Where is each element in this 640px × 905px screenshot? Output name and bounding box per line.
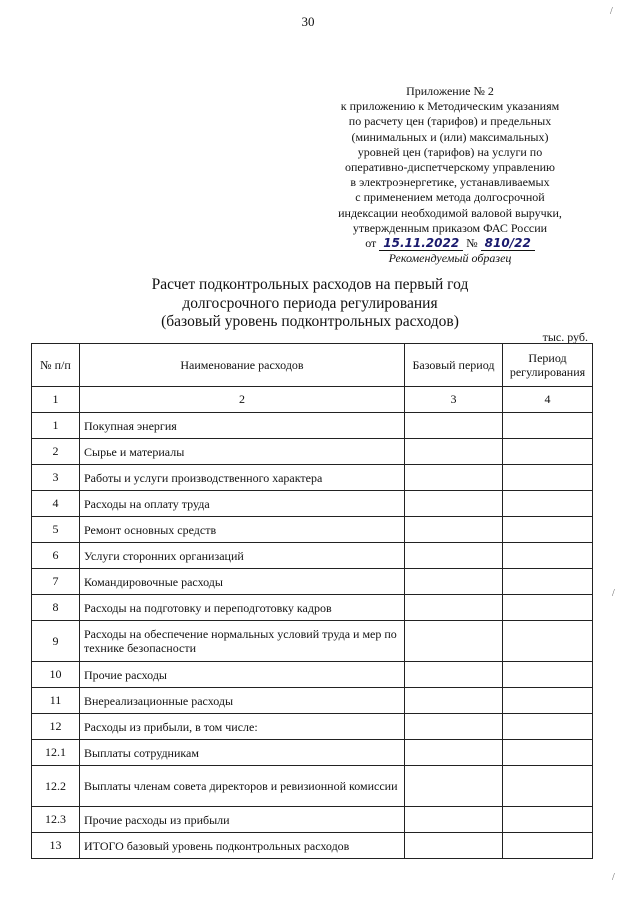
header-regulation-period: Период регулирования	[503, 344, 593, 387]
row-number: 12.2	[32, 766, 80, 807]
row-number: 4	[32, 491, 80, 517]
row-number: 8	[32, 595, 80, 621]
column-number: 4	[503, 387, 593, 413]
table-row	[32, 543, 593, 569]
appendix-line: в электроэнергетике, устанавливаемых	[350, 175, 550, 190]
scan-mark: /	[610, 6, 613, 17]
sample-note: Рекомендуемый образец	[388, 251, 512, 266]
expense-name: ИТОГО базовый уровень подконтрольных расходов	[80, 833, 405, 859]
regulation-period-cell	[503, 595, 593, 621]
header-base-period: Базовый период	[405, 344, 503, 387]
regulation-period-cell	[503, 439, 593, 465]
table-row	[32, 595, 593, 621]
table-row	[32, 833, 593, 859]
scan-mark: /	[612, 872, 615, 883]
row-number: 13	[32, 833, 80, 859]
scan-mark: /	[612, 588, 615, 599]
regulation-period-cell	[503, 740, 593, 766]
appendix-line: уровней цен (тарифов) на услуги по	[357, 144, 543, 159]
table-row	[32, 662, 593, 688]
row-number: 9	[32, 621, 80, 662]
table-row	[32, 413, 593, 439]
base-period-cell	[405, 517, 503, 543]
header-num: № п/п	[32, 344, 80, 387]
base-period-cell	[405, 439, 503, 465]
units-label: тыс. руб.	[542, 330, 588, 344]
regulation-period-cell	[503, 766, 593, 807]
expense-name: Расходы на подготовку и переподготовку кадров	[80, 595, 405, 621]
regulation-period-cell	[503, 517, 593, 543]
expense-name: Прочие расходы	[80, 662, 405, 688]
header-name: Наименование расходов	[80, 344, 405, 387]
base-period-cell	[405, 595, 503, 621]
table-row	[32, 740, 593, 766]
appendix-header	[300, 84, 600, 266]
appendix-line: с применением метода долгосрочной	[355, 190, 545, 205]
expense-name: Расходы на оплату труда	[80, 491, 405, 517]
appendix-line: к приложению к Методическим указаниям	[340, 99, 560, 114]
regulation-period-cell	[503, 543, 593, 569]
table-row	[32, 491, 593, 517]
appendix-line: (минимальных и (или) максимальных)	[351, 129, 549, 144]
table-row	[32, 714, 593, 740]
regulation-period-cell	[503, 714, 593, 740]
base-period-cell	[405, 833, 503, 859]
base-period-cell	[405, 413, 503, 439]
appendix-line: оперативно-диспетчерскому управлению	[344, 160, 555, 175]
expense-name: Внереализационные расходы	[80, 688, 405, 714]
title-line: долгосрочного периода регулирования	[182, 294, 438, 312]
expense-name: Ремонт основных средств	[80, 517, 405, 543]
table-row	[32, 569, 593, 595]
base-period-cell	[405, 465, 503, 491]
regulation-period-cell	[503, 491, 593, 517]
expense-name: Покупная энергия	[80, 413, 405, 439]
base-period-cell	[405, 714, 503, 740]
regulation-period-cell	[503, 833, 593, 859]
regulation-period-cell	[503, 688, 593, 714]
row-number: 12	[32, 714, 80, 740]
order-date: 15.11.2022	[379, 236, 463, 251]
appendix-line: по расчету цен (тарифов) и предельных	[348, 114, 552, 129]
appendix-line: Приложение № 2	[406, 84, 494, 98]
base-period-cell	[405, 491, 503, 517]
appendix-line: утвержденным приказом ФАС России	[352, 220, 548, 235]
row-number: 10	[32, 662, 80, 688]
regulation-period-cell	[503, 569, 593, 595]
expense-name: Выплаты членам совета директоров и ревизионной комиссии	[80, 766, 405, 807]
table-row	[32, 688, 593, 714]
base-period-cell	[405, 807, 503, 833]
table-header-row	[32, 344, 593, 387]
row-number: 1	[32, 413, 80, 439]
column-number: 1	[32, 387, 80, 413]
table-row	[32, 439, 593, 465]
row-number: 5	[32, 517, 80, 543]
document-title	[120, 276, 500, 332]
regulation-period-cell	[503, 807, 593, 833]
expense-name: Командировочные расходы	[80, 569, 405, 595]
expense-name: Прочие расходы из прибыли	[80, 807, 405, 833]
column-numbers-row	[32, 387, 593, 413]
base-period-cell	[405, 662, 503, 688]
expense-name: Работы и услуги производственного характера	[80, 465, 405, 491]
row-number: 2	[32, 439, 80, 465]
title-line: (базовый уровень подконтрольных расходов)	[161, 313, 459, 330]
number-label: №	[466, 236, 478, 251]
regulation-period-cell	[503, 465, 593, 491]
base-period-cell	[405, 740, 503, 766]
regulation-period-cell	[503, 662, 593, 688]
table-row	[32, 465, 593, 491]
title-line: Расчет подконтрольных расходов на первый год	[151, 276, 469, 293]
row-number: 6	[32, 543, 80, 569]
appendix-line: индексации необходимой валовой выручки,	[338, 205, 562, 220]
row-number: 11	[32, 688, 80, 714]
column-number: 2	[80, 387, 405, 413]
expenses-table	[31, 343, 593, 859]
row-number: 3	[32, 465, 80, 491]
table-row	[32, 621, 593, 662]
table-row	[32, 517, 593, 543]
from-label: от	[365, 236, 377, 251]
regulation-period-cell	[503, 413, 593, 439]
expense-name: Сырье и материалы	[80, 439, 405, 465]
order-date-number	[300, 236, 600, 251]
row-number: 12.1	[32, 740, 80, 766]
column-number: 3	[405, 387, 503, 413]
expense-name: Расходы на обеспечение нормальных условий труда и мер по технике безопасности	[80, 621, 405, 662]
table-row	[32, 807, 593, 833]
row-number: 12.3	[32, 807, 80, 833]
order-number: 810/22	[481, 236, 535, 251]
table-row	[32, 766, 593, 807]
row-number: 7	[32, 569, 80, 595]
base-period-cell	[405, 543, 503, 569]
page-number: 30	[301, 14, 315, 29]
base-period-cell	[405, 688, 503, 714]
base-period-cell	[405, 766, 503, 807]
expense-name: Расходы из прибыли, в том числе:	[80, 714, 405, 740]
expense-name: Выплаты сотрудникам	[80, 740, 405, 766]
expense-name: Услуги сторонних организаций	[80, 543, 405, 569]
base-period-cell	[405, 621, 503, 662]
regulation-period-cell	[503, 621, 593, 662]
base-period-cell	[405, 569, 503, 595]
